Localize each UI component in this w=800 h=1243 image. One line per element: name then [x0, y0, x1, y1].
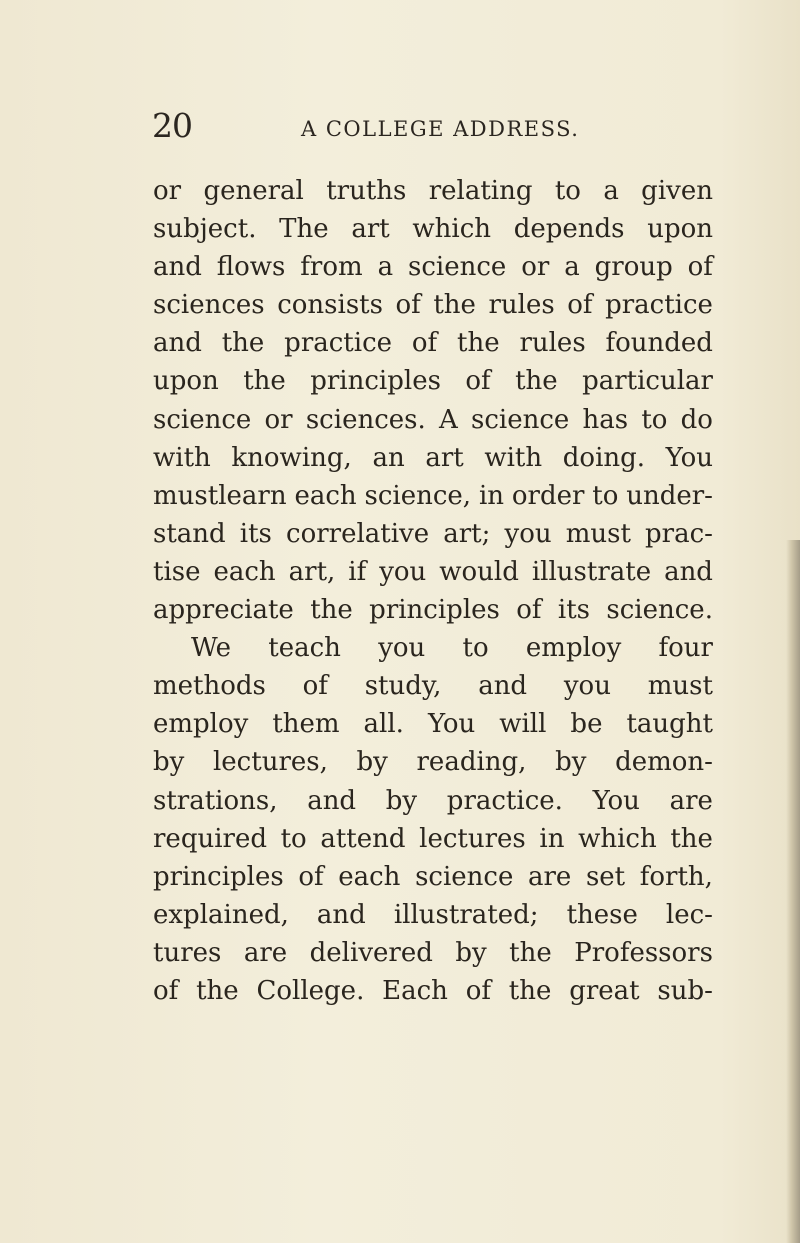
text-line: tures are delivered by the Professors	[153, 937, 713, 968]
text-line: strations, and by practice. You are	[153, 785, 713, 816]
text-line: methods of study, and you must	[153, 671, 713, 702]
text-line: mustlearn each science, in order to under-	[153, 480, 713, 511]
page-header	[0, 106, 800, 156]
text-line: and flows from a science or a group of	[153, 252, 713, 283]
text-line: and the practice of the rules founded	[153, 328, 713, 359]
text-line: science or sciences. A science has to do	[153, 404, 713, 435]
text-line: with knowing, an art with doing. You	[153, 442, 713, 473]
text-line: employ them all. You will be taught	[153, 709, 713, 740]
text-line: upon the principles of the particular	[153, 366, 713, 397]
text-line: tise each art, if you would illustrate and	[153, 556, 713, 587]
text-line: required to attend lectures in which the	[153, 823, 713, 854]
text-line: sciences consists of the rules of practice	[153, 290, 713, 321]
text-line: appreciate the principles of its science.	[153, 595, 713, 626]
text-line: stand its correlative art; you must prac-	[153, 518, 713, 549]
text-line: of the College. Each of the great sub-	[153, 975, 713, 1006]
text-line: explained, and illustrated; these lec-	[153, 899, 713, 930]
text-line: subject. The art which depends upon	[153, 214, 713, 245]
page-number: 20	[152, 106, 192, 145]
text-line: principles of each science are set forth,	[153, 861, 713, 892]
running-head: A COLLEGE ADDRESS.	[301, 117, 580, 141]
paragraph-first-line: We teach you to employ four	[191, 633, 713, 664]
text-line: or general truths relating to a given	[153, 176, 713, 206]
text-line: by lectures, by reading, by demon-	[153, 747, 713, 778]
body-text	[153, 172, 713, 1010]
page-edge-shadow	[786, 540, 800, 1243]
